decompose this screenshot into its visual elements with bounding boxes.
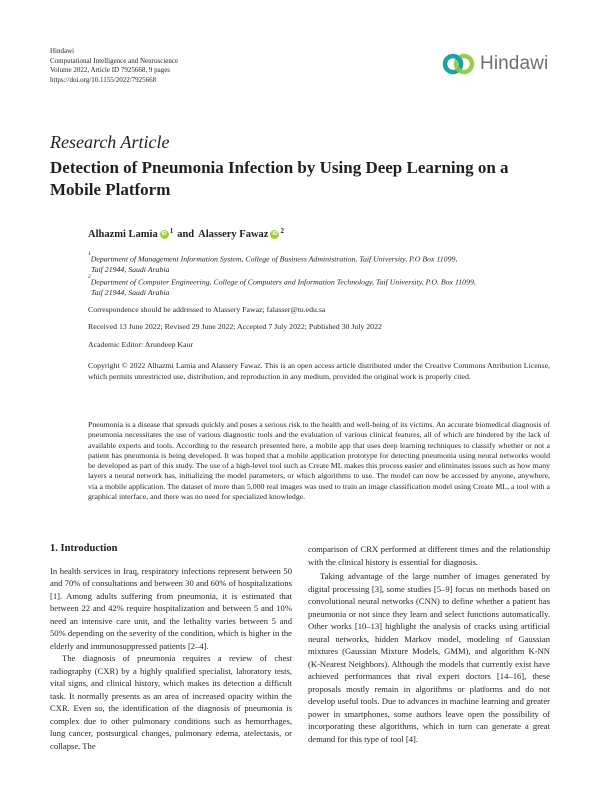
left-column (50, 543, 292, 752)
section-heading: 1. Introduction (50, 543, 118, 554)
journal-header (50, 47, 178, 85)
hindawi-logo[interactable] (442, 52, 548, 76)
article-title: Detection of Pneumonia Infection by Using Deep Learning on a Mobile Platform (50, 158, 509, 199)
affiliation-mark: 1 (88, 251, 91, 257)
affiliation-line: Taif 21944, Saudi Arabia (91, 288, 170, 298)
doi-link[interactable]: https://doi.org/10.1155/2022/7925668 (50, 75, 157, 84)
journal-name: Computational Intelligence and Neuroscience (50, 56, 179, 65)
abstract: Pneumonia is a disease that spreads quickly and poses a serious risk to the health and well-being of its victims. An accurate biomedical diagnosis of pneumonia necessitates the use of various diagnostic tools and the evaluation of various clinical features, all of which are hindered by the lack of available experts and tools. According to the research presented here, a mobile app that uses deep learning techniques to classify whether or not a patient has pneumonia is being developed. It was hoped that a mobile application prototype for detecting pneumonia using neural networks would be developed as part of this study. The use of a high-level tool such as Create ML makes this process easier and eliminates issues such as how many layers a neural network has, initializing the model parameters, or which algorithms to use. The model can now be accessed by anyone, anywhere, via a mobile application. The dataset of more than 5,000 real images was used to train an image classification model using Create ML, a tool with a graphical interface, and there was no need for specialized knowledge. (88, 420, 550, 502)
affiliation-line: Taif 21944, Saudi Arabia (91, 265, 170, 275)
affiliation-line: Department of Computer Engineering, College of Computers and Information Technology, Taif University, P.O. Box 11099, (90, 277, 476, 287)
orcid-icon[interactable]: iD (161, 231, 167, 237)
hindawi-logo-text: Hindawi (480, 53, 549, 74)
hindawi-logo-icon (442, 52, 476, 76)
paragraph: Taking advantage of the large number of images generated by digital processing [3], some studies [5–9] focus on methods based on convolutional neural networks (CNN) to define whether a patient has pneumonia or not since they learn and select functions automatically. Other works [10–13] highlight the analysis of cracks using artificial neural networks, hidden Markov model, modeling of Gaussian mixtures (Gaussian Mixture Models, GMM), and algorithm K-NN (K-Nearest Neighbors). Although the models that currently exist have achieved performances that rival expert doctors [14–16], these proposals mostly remain in algorithms or platforms and do not develop useful tools. Due to advances in machine learning and greater power in smartphones, some authors leave open the possibility of incorporating these algorithms, which in turn can generate a great demand for this type of tool [4]. (308, 571, 550, 744)
article-dates: Received 13 June 2022; Revised 29 June 2022; Accepted 7 July 2022; Published 30 July 2022 (88, 322, 382, 331)
article-type: Research Article (50, 132, 170, 152)
affiliation-line: Department of Management Information System, College of Business Administration, Taif University, P.O Box 11099, (90, 254, 458, 264)
author-name[interactable]: Alhazmi Lamia (88, 229, 158, 240)
author-list (88, 226, 284, 240)
affiliation-mark: 2 (88, 274, 91, 280)
academic-editor: Academic Editor: Arundeep Kaur (88, 340, 194, 349)
publisher-name: Hindawi (50, 47, 75, 55)
affiliation-2 (88, 275, 568, 299)
orcid-icon[interactable]: iD (272, 231, 278, 237)
paragraph: The diagnosis of pneumonia requires a review of chest radiography (CXR) by a highly qualified specialist, laboratory tests, vital signs, and clinical history, which makes its detection a difficult task. It normally presents as an area of increased opacity within the CXR. Even so, the identification of the diagnosis of pneumonia is complex due to other pulmonary conditions such as hemorrhages, lung cancer, postsurgical changes, pulmonary edema, atelectasis, or collapse. The (50, 653, 292, 751)
right-column (308, 543, 550, 745)
author-affiliation-mark: 1 (169, 226, 174, 235)
affiliation-1 (88, 252, 568, 276)
author-name[interactable]: Alassery Fawaz (198, 229, 269, 240)
paragraph: In health services in Iraq, respiratory infections represent between 50 and 70% of consultations and between 30 and 60% of hospitalizations [1]. Among adults suffering from pneumonia, it is estimated that between 22 and 42% require hospitalization and between 5 and 10% need an intensive care unit, and the lethality varies between 5 and 50% depending on the severity of the condition, which is higher in the elderly and immunosuppressed patients [2–4]. (50, 565, 292, 651)
volume-info: Volume 2022, Article ID 7925668, 9 pages (50, 66, 171, 74)
author-connector: and (177, 229, 195, 240)
author-affiliation-mark: 2 (280, 226, 284, 235)
paragraph: comparison of CRX performed at different times and the relationship with the clinical history is essential for diagnosis. (308, 544, 550, 567)
copyright-notice: Copyright © 2022 Alhazmi Lamia and Alassery Fawaz. This is an open access article distributed under the Creative Commons Attribution License, which permits unrestricted use, distribution, and reproduction in any medium, provided the original work is properly cited. (88, 361, 550, 381)
correspondence: Correspondence should be addressed to Alassery Fawaz; falasser@tu.edu.sa (88, 305, 326, 314)
